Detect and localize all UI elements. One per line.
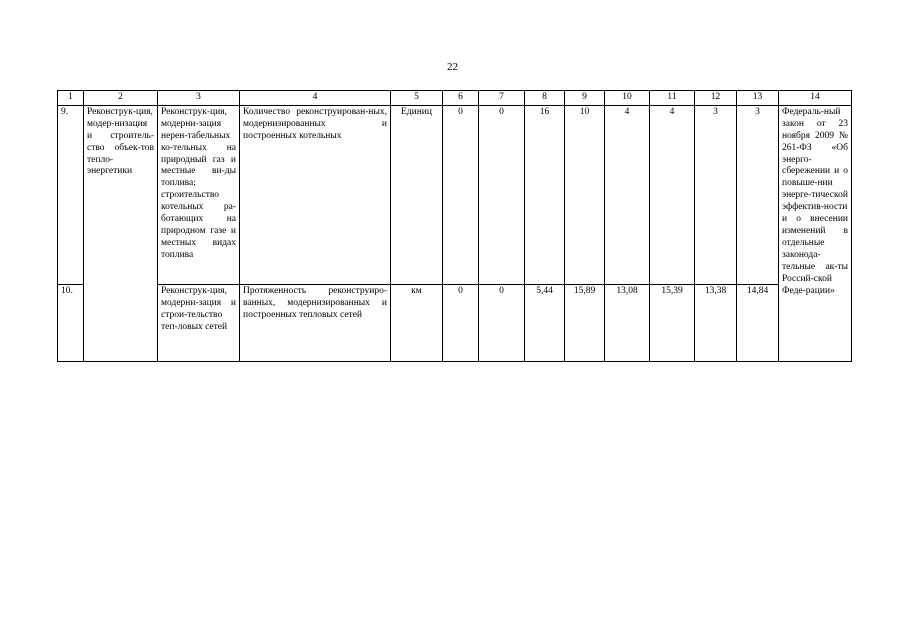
- column-number-cell: 12: [695, 91, 737, 106]
- column-number-row: [58, 91, 852, 106]
- value-cell: 10: [565, 105, 605, 284]
- page-number: 22: [447, 61, 458, 73]
- value-cell: 0: [443, 105, 479, 284]
- value-cell: 4: [650, 105, 695, 284]
- value-cell: 15,39: [650, 284, 695, 361]
- column-number-cell: 10: [605, 91, 650, 106]
- legal-basis-cell: Федераль-ный закон от 23 ноября 2009 № 261-ФЗ «Об энерго-сбережении и о повыше-нии энерге-тической эффектив-ности и о внесении изменений в отдельные законода-тельные ак-ты Россий-ской Феде-рации»: [779, 105, 852, 361]
- value-cell: 5,44: [525, 284, 565, 361]
- table-row: [58, 284, 852, 361]
- column-number-cell: 5: [391, 91, 443, 106]
- value-cell: 0: [479, 284, 525, 361]
- column-number-cell: 13: [737, 91, 779, 106]
- measure-cell: Реконструк-ция, модерни-зация и строи-тельство теп-ловых сетей: [158, 284, 240, 361]
- value-cell: 0: [443, 284, 479, 361]
- column-number-cell: 14: [779, 91, 852, 106]
- measure-cell: Реконструк-ция, модерни-зация нерен-табельных ко-тельных на природный газ и местные ви-ды топлива; строительство котельных ра-ботающих на природном газе и местных видах топлива: [158, 105, 240, 284]
- column-number-cell: 4: [240, 91, 391, 106]
- value-cell: 3: [737, 105, 779, 284]
- value-cell: 13,08: [605, 284, 650, 361]
- value-cell: 16: [525, 105, 565, 284]
- row-number-cell: 10.: [58, 284, 84, 361]
- column-number-cell: 7: [479, 91, 525, 106]
- value-cell: 15,89: [565, 284, 605, 361]
- indicator-cell: Протяженность реконструиро-ванных, модернизированных и построенных тепловых сетей: [240, 284, 391, 361]
- value-cell: 3: [695, 105, 737, 284]
- indicator-cell: Количество реконструирован-ных, модернизированных и построенных котельных: [240, 105, 391, 284]
- value-cell: 13,38: [695, 284, 737, 361]
- event-cell: Реконструк-ция, модер-низация и строитель-ство объек-тов тепло-энергетики: [84, 105, 158, 361]
- row-number-cell: 9.: [58, 105, 84, 284]
- column-number-cell: 8: [525, 91, 565, 106]
- unit-cell: Единиц: [391, 105, 443, 284]
- column-number-cell: 6: [443, 91, 479, 106]
- column-number-cell: 9: [565, 91, 605, 106]
- column-number-cell: 11: [650, 91, 695, 106]
- table-row: [58, 105, 852, 284]
- program-table: [57, 90, 852, 362]
- column-number-cell: 1: [58, 91, 84, 106]
- value-cell: 4: [605, 105, 650, 284]
- value-cell: 14,84: [737, 284, 779, 361]
- unit-cell: км: [391, 284, 443, 361]
- column-number-cell: 3: [158, 91, 240, 106]
- value-cell: 0: [479, 105, 525, 284]
- column-number-cell: 2: [84, 91, 158, 106]
